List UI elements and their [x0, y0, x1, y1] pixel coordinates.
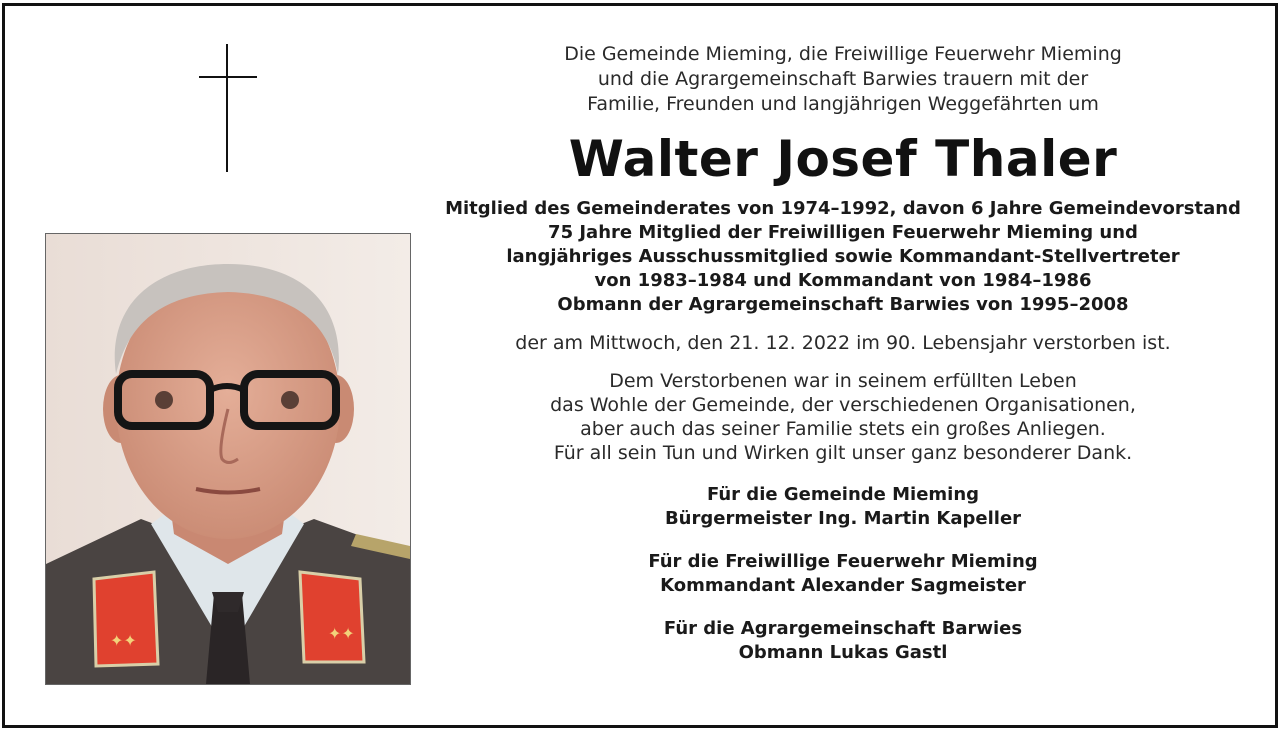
signer-person: Kommandant Alexander Sagmeister — [660, 575, 1026, 596]
bio-line: langjähriges Ausschussmitglied sowie Kommandant-Stellvertreter — [506, 246, 1180, 267]
signer-block — [420, 617, 1266, 665]
signer-org: Für die Gemeinde Mieming — [706, 484, 980, 505]
bio-line: Obmann der Agrargemeinschaft Barwies von 1995–2008 — [557, 294, 1129, 315]
deceased-name: Walter Josef Thaler — [568, 130, 1118, 188]
intro-line: Die Gemeinde Mieming, die Freiwillige Feuerwehr Mieming — [564, 43, 1122, 65]
tribute-text — [420, 369, 1266, 465]
svg-text:✦✦: ✦✦ — [328, 624, 355, 643]
cross-icon — [199, 44, 257, 174]
signer-person: Bürgermeister Ing. Martin Kapeller — [664, 508, 1022, 529]
tribute-line: das Wohle der Gemeinde, der verschiedenen Organisationen, — [550, 394, 1136, 416]
signer-org: Für die Agrargemeinschaft Barwies — [663, 618, 1023, 639]
signer-org: Für die Freiwillige Feuerwehr Mieming — [648, 551, 1038, 572]
tribute-line: Für all sein Tun und Wirken gilt unser ganz besonderer Dank. — [553, 442, 1133, 464]
intro-line: und die Agrargemeinschaft Barwies trauern mit der — [597, 68, 1089, 90]
portrait-photo — [45, 233, 411, 685]
intro-text — [420, 42, 1266, 117]
signer-block — [420, 483, 1266, 531]
bio-line: 75 Jahre Mitglied der Freiwilligen Feuerwehr Mieming und — [548, 222, 1138, 243]
obituary-text — [420, 40, 1266, 665]
death-notice: der am Mittwoch, den 21. 12. 2022 im 90. Lebensjahr verstorben ist. — [515, 332, 1171, 354]
biography — [420, 197, 1266, 317]
svg-text:✦✦: ✦✦ — [110, 631, 137, 650]
bio-line: Mitglied des Gemeinderates von 1974–1992, davon 6 Jahre Gemeindevorstand — [445, 198, 1241, 219]
signers — [420, 483, 1266, 665]
intro-line: Familie, Freunden und langjährigen Weggefährten um — [587, 93, 1099, 115]
signer-person: Obmann Lukas Gastl — [738, 642, 948, 663]
signer-block — [420, 550, 1266, 598]
tribute-line: Dem Verstorbenen war in seinem erfüllten Leben — [609, 370, 1077, 392]
bio-line: von 1983–1984 und Kommandant von 1984–1986 — [594, 270, 1092, 291]
tribute-line: aber auch das seiner Familie stets ein großes Anliegen. — [580, 418, 1106, 440]
